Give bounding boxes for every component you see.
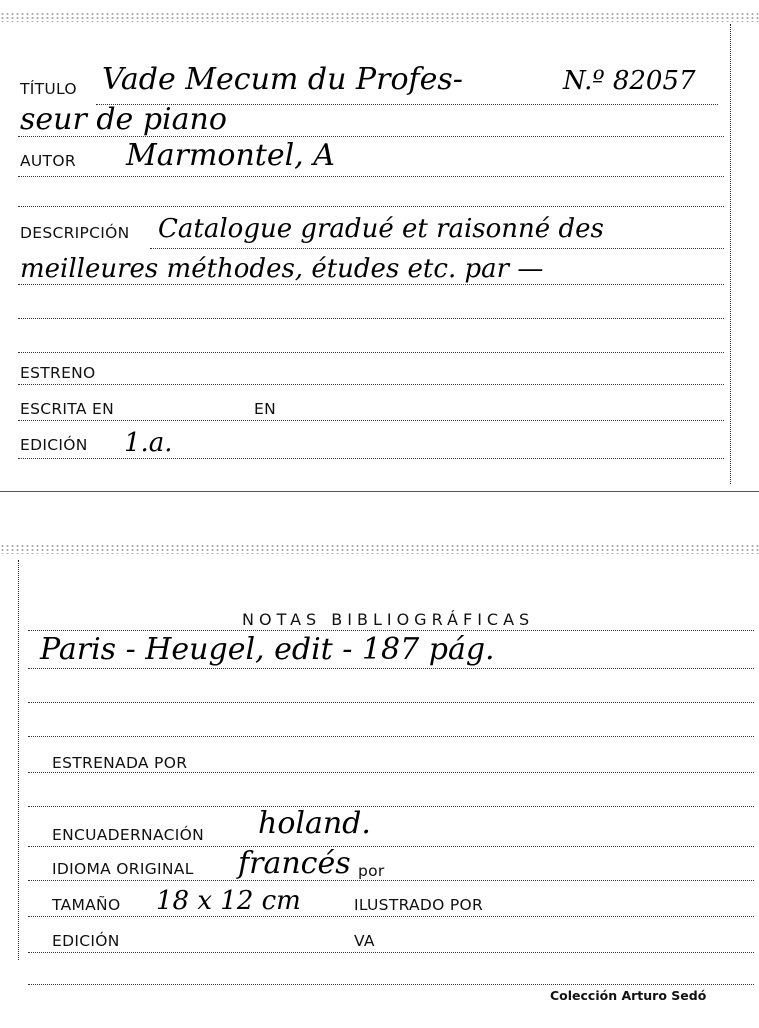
en-label: EN bbox=[254, 400, 276, 418]
escrita-line bbox=[18, 420, 724, 421]
descripcion-line-3 bbox=[18, 318, 724, 319]
blank-line-1 bbox=[18, 206, 724, 207]
edicion-back-label: EDICIÓN bbox=[52, 932, 120, 950]
bottom-line bbox=[28, 984, 754, 985]
notas-line-3 bbox=[28, 702, 754, 703]
collection-footer: Colección Arturo Sedó bbox=[550, 988, 707, 1003]
descripcion-line-4 bbox=[18, 352, 724, 353]
notas-line-1 bbox=[28, 630, 754, 631]
card-back-top-edge bbox=[0, 544, 759, 554]
idioma-line bbox=[28, 880, 754, 881]
autor-value: Marmontel, A bbox=[126, 138, 335, 173]
titulo-value-line1: Vade Mecum du Profes- bbox=[102, 62, 463, 97]
estrenada-por-label: ESTRENADA POR bbox=[52, 754, 188, 772]
tamano-line bbox=[28, 916, 754, 917]
va-label: VA bbox=[354, 932, 375, 950]
idioma-value: francés bbox=[238, 846, 351, 881]
notas-title: NOTAS BIBLIOGRÁFICAS bbox=[242, 610, 535, 629]
notas-value: Paris - Heugel, edit - 187 pág. bbox=[40, 632, 495, 667]
card-front-bottom-edge bbox=[0, 491, 759, 492]
tamano-value: 18 x 12 cm bbox=[156, 886, 301, 916]
estrenada-line bbox=[28, 772, 754, 773]
ilustrado-label: ILUSTRADO POR bbox=[354, 896, 484, 914]
titulo-line-2 bbox=[18, 136, 724, 137]
autor-label: AUTOR bbox=[20, 152, 76, 170]
edicion-value: 1.a. bbox=[124, 428, 173, 458]
notas-line-2 bbox=[28, 668, 754, 669]
tamano-label: TAMAÑO bbox=[52, 896, 121, 914]
estreno-line bbox=[18, 384, 724, 385]
erasure-mark bbox=[376, 918, 436, 966]
titulo-value-line2: seur de piano bbox=[20, 102, 227, 137]
card-back-left-edge bbox=[18, 560, 19, 960]
idioma-label: IDIOMA ORIGINAL bbox=[52, 860, 194, 878]
por-label: por bbox=[358, 862, 385, 880]
encuadernacion-label: ENCUADERNACIÓN bbox=[52, 826, 204, 844]
titulo-label: TÍTULO bbox=[20, 80, 77, 98]
escrita-en-label: ESCRITA EN bbox=[20, 400, 114, 418]
notas-line-4 bbox=[28, 736, 754, 737]
descripcion-label: DESCRIPCIÓN bbox=[20, 224, 130, 242]
encuadernacion-line bbox=[28, 846, 754, 847]
autor-line bbox=[18, 176, 724, 177]
edicion-back-line bbox=[28, 952, 754, 953]
descripcion-value-line2: meilleures méthodes, études etc. par — bbox=[20, 254, 544, 284]
numero-value: N.º 82057 bbox=[563, 66, 696, 96]
descripcion-line-2 bbox=[18, 284, 724, 285]
encuadernacion-value: holand. bbox=[258, 806, 371, 841]
card-front-top-edge bbox=[0, 12, 759, 22]
descripcion-line-1 bbox=[150, 248, 724, 249]
descripcion-value-line1: Catalogue gradué et raisonné des bbox=[158, 214, 604, 244]
edicion-line bbox=[18, 458, 724, 459]
edicion-label: EDICIÓN bbox=[20, 436, 88, 454]
blank-line-2 bbox=[28, 806, 754, 807]
card-front-right-edge bbox=[730, 24, 731, 484]
estreno-label: ESTRENO bbox=[20, 364, 96, 382]
